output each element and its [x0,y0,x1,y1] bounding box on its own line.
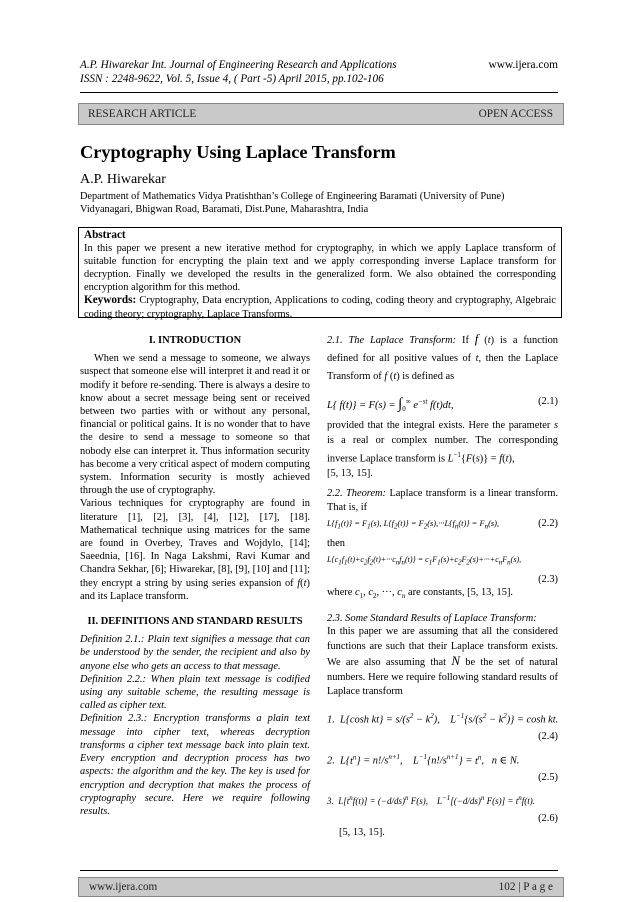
affiliation-line-1: Department of Mathematics Vidya Pratishthan’s College of Engineering Baramati (University of Pune) [80,191,505,202]
intro-paragraph-2: Various techniques for cryptography are found in literature [1], [2], [3], [4], [12], [17], [18]. Mathematical technique using matrices for the same are found in Overbey, Traves and Wojdylo, [14]; Saeednia, [16]. In Naga Lakshmi, Ravi Kumar and Chandra Sekhar, [6]; Hiwarekar, [8], [9], [10] and [11]; they encrypt a string by using series expansion of f(t) and its Laplace transform. [80,498,310,602]
keywords-label: Keywords: [84,294,137,307]
equation-2-3-number: (2.3) [538,573,558,585]
laplace-definition-paragraph: 2.1. The Laplace Transform: If f (t) is a function defined for all positive values of t, then the Laplace Transform of f (t) is defined as [327,331,558,382]
intro-paragraph-1: When we send a message to someone, we always suspect that someone else will interpret it and read it or modify it before re-sending. There is always a desire to know about a secret message being sent or received between two parties with or without any personal, financial or political gains. It is no wonder that to have the desire to send a message to someone so that nobody else can interpret it. Thus information security has become a very critical aspect of modern computing system. Information security is mostly achieved through the use of cryptography. [80,353,310,497]
affiliation-line-2: Vidyanagari, Bhigwan Road, Baramati, Dist.Pune, Maharashtra, India [80,204,369,215]
s21-text-transform: , then the Laplace Transform of [327,353,558,382]
abstract-heading: Abstract [84,229,126,241]
laplace-proviso-paragraph: provided that the integral exists. Here the parameter s is a real or complex number. The corresponding inverse Laplace transform is $L^{-1}\{F(s)\} = f(t)$, [5, 13, 15]. [327,420,558,480]
definition-2-1-text: Definition 2.1.: Plain text signifies a message that can be understood by the sender, the recipient and also by anyone else who gets an access to that message. [80,634,310,672]
equation-2-3: $L\{c_1f_1(t)+c_2f_2(t)+\cdot\cdot\cdot c_nf_n(t)\} = c_1F_1(s)+c_2F_2(s)+\cdot\cdot\cdot+c_nF_n(s)$, [327,554,522,567]
math-f-of-t: f [297,577,301,589]
s23-text-2: be the set of natural numbers. Here we require following standard results of Laplace transform [327,657,558,698]
equation-2-1-number: (2.1) [538,396,558,407]
definition-2-3 [80,712,310,818]
subsection-2-2-heading: 2.2. Theorem: [327,488,387,500]
article-banner [78,103,564,125]
subsection-2-3-heading [327,612,558,625]
s21-references: [5, 13, 15]. [327,468,373,480]
abstract-box [78,227,562,318]
standard-results-paragraph: In this paper we are assuming that all the considered functions are such that their Laplace transform exists. We are also assuming that N be the set of natural numbers. Here we require following standard results of Laplace transform [327,626,558,698]
section-2-heading: II. DEFINITIONS AND STANDARD RESULTS [87,616,303,628]
equation-2-2-number: (2.2) [538,517,558,529]
research-article-label: RESEARCH ARTICLE [88,108,197,120]
section-1-heading: I. INTRODUCTION [148,335,242,346]
header-rule [80,92,558,93]
journal-header [80,58,558,86]
constants-line: where $c_1$, $c_2$, ···, $c_n$ are constants, [5, 13, 15]. [327,586,514,601]
equation-2-5-number: (2.5) [538,772,558,784]
page-footer [78,877,564,897]
intro-paragraph-2-tail: and its Laplace transform. [80,590,189,602]
s21-inverse-text: is a real or complex number. The corresponding inverse Laplace transform is [327,435,558,465]
journal-line-1: A.P. Hiwarekar Int. Journal of Engineering Research and Applications [80,59,397,71]
closing-references: [5, 13, 15]. [339,826,385,838]
s21-text-defined: is defined as [402,371,455,382]
right-column [327,330,558,839]
equation-2-2: $L\{f_1(t)\} = F_1(s)$, $L\{f_2(t)\} = F_2(s),\cdot\cdot\cdot L\{f_n(t)\} = F_n(s)$, (2.2) [327,517,558,531]
subsection-2-3-heading-text: 2.3. Some Standard Results of Laplace Transform: [327,613,537,625]
header-url-link[interactable]: www.ijera.com [488,59,558,71]
open-access-label: OPEN ACCESS [478,108,553,120]
s21-proviso-text: provided that the integral exists. Here the parameter [327,420,551,431]
then-text: then [327,537,345,549]
where-text: where [327,586,353,598]
page-number: 102 | P a g e [498,881,553,893]
author-name: A.P. Hiwarekar [80,172,166,187]
abstract-text: In this paper we present a new iterative method for cryptography, in which we apply Laplace transform of suitable function for encrypting the plain text and we apply corresponding inverse Laplace transform for decryption. Finally we developed the results in the generalized form. We also obtained the corresponding encryption algorithm for this method. [84,243,556,294]
s23-text: In this paper we are assuming that all the considered functions are such that their Laplace transform exists. We are also assuming that [327,626,558,669]
s21-text-if: If [461,335,469,346]
s21-text-function: is a function defined for all positive values of [327,335,558,364]
equation-2-4: 1. L{cosh $kt\} = s/(s^2 - k^2)$, $L^{-1}\{s/(s^2 - k^2)\} = \cosh$ kt. [327,711,559,726]
journal-line-2: ISSN : 2248-9622, Vol. 5, Issue 4, ( Part -5) April 2015, pp.102-106 [80,73,384,85]
equation-2-6: 3. $L[t^nf(t)] = (-d/ds)^n$ F(s), $L^{-1}[(-d/ds)^n$ $F(s)] = t^nf(t)$. [327,794,536,807]
definition-2-2 [80,673,310,713]
definition-2-3-text: Definition 2.3.: Encryption transforms a plain text message into cipher text, whereas decryption transforms a cipher text message back into plain text. Every encryption and decryption process has two aspects: the algorithm and the key. The key is used for encryption and decryption that makes the process of cryptography secure. Here we require following results. [80,713,310,817]
definition-2-2-text: Definition 2.2.: When plain text message is codified using any suitable scheme, the resulting message is called as cipher text. [80,673,310,712]
left-column [80,330,310,818]
intro-paragraph-2-text: Various techniques for cryptography are found in literature [1], [2], [3], [4], [12], [17], [18]. Mathematical technique using matrices for the same are found in Overbey, Traves and Wojdylo, [14]; Saeednia, [16]. In Naga Lakshmi, Ravi Kumar and Chandra Sekhar, [6]; Hiwarekar, [8], [9], [10] and [11]; they encrypt a string by using series expansion of [80,498,310,589]
where-tail-text: are constants, [5, 13, 15]. [407,586,514,598]
equation-2-6-number: (2.6) [538,813,558,825]
keywords-text: Cryptography, Data encryption, Applications to coding, coding theory and cryptography, Algebraic coding theory; cryptography, Laplace Transforms. [84,295,556,320]
subsection-2-1-heading: 2.1. The Laplace Transform: [327,335,457,346]
equation-2-5: 2. $L\{t^n\} = n!/s^{n+1}$, $L^{-1}\{n!/s^{n+1}\} = t^n$, n ∈ N. [327,753,520,767]
footer-rule [80,870,558,871]
equation-2-4-number: (2.4) [538,730,558,742]
definition-2-1 [80,633,310,673]
footer-url-link[interactable]: www.ijera.com [89,881,158,893]
theorem-paragraph [327,487,558,513]
paper-title: Cryptography Using Laplace Transform [80,142,396,162]
affiliation [80,190,570,216]
equation-2-1: L{ $f(t)\} = F(s) = \int_0^\infty$ $e^{-st}$ f(t)dt, (2.1) [327,389,558,415]
theorem-text: Laplace transform is a linear transform. That is, if [327,488,558,513]
